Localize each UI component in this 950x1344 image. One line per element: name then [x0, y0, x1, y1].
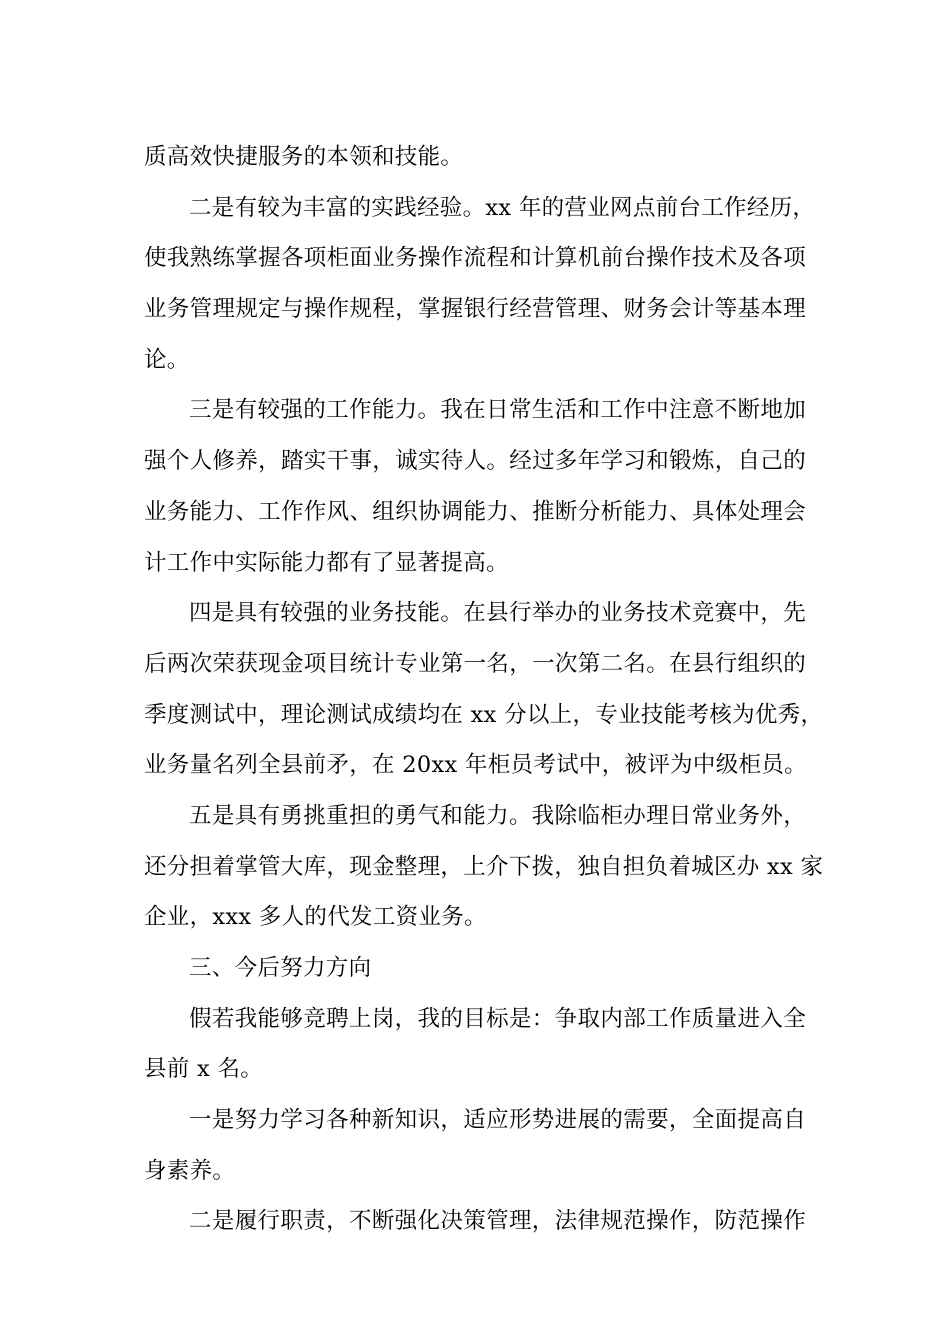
text-line: 季度测试中，理论测试成绩均在 xx 分以上，专业技能考核为优秀， [144, 701, 824, 728]
text-line: 身素养。 [144, 1157, 236, 1184]
text-line: 四是具有较强的业务技能。在县行举办的业务技术竞赛中，先 [189, 600, 806, 627]
text-line: 三是有较强的工作能力。我在日常生活和工作中注意不断地加 [189, 397, 806, 424]
text-line: 三、今后努力方向 [189, 955, 372, 981]
text-line: 质高效快捷服务的本领和技能。 [144, 144, 464, 170]
text-line: 二是有较为丰富的实践经验。xx 年的营业网点前台工作经历， [189, 194, 816, 221]
text-line: 后两次荣获现金项目统计专业第一名，一次第二名。在县行组织的 [144, 650, 806, 677]
text-line: 二是履行职责，不断强化决策管理，法律规范操作，防范操作 [189, 1208, 806, 1235]
text-line: 一是努力学习各种新知识，适应形势进展的需要，全面提高自 [189, 1107, 806, 1134]
text-line: 县前 x 名。 [144, 1056, 264, 1083]
text-line: 假若我能够竞聘上岗，我的目标是：争取内部工作质量进入全 [189, 1005, 806, 1032]
text-line: 强个人修养，踏实干事，诚实待人。经过多年学习和锻炼，自己的 [144, 448, 806, 475]
document-body [144, 132, 824, 1247]
text-line: 还分担着掌管大库，现金整理，上介下拨，独自担负着城区办 xx 家 [144, 853, 824, 880]
text-line: 使我熟练掌握各项柜面业务操作流程和计算机前台操作技术及各项 [144, 245, 806, 272]
text-line: 五是具有勇挑重担的勇气和能力。我除临柜办理日常业务外， [189, 802, 806, 829]
text-line: 计工作中实际能力都有了显著提高。 [144, 549, 509, 576]
text-line: 业务管理规定与操作规程，掌握银行经营管理、财务会计等基本理 [144, 296, 806, 323]
text-line: 论。 [144, 346, 190, 373]
text-line: 企业，xxx 多人的代发工资业务。 [144, 904, 487, 931]
text-line: 业务量名列全县前矛，在 20xx 年柜员考试中，被评为中级柜员。 [144, 752, 807, 779]
text-line: 业务能力、工作作风、组织协调能力、推断分析能力、具体处理会 [144, 498, 806, 525]
